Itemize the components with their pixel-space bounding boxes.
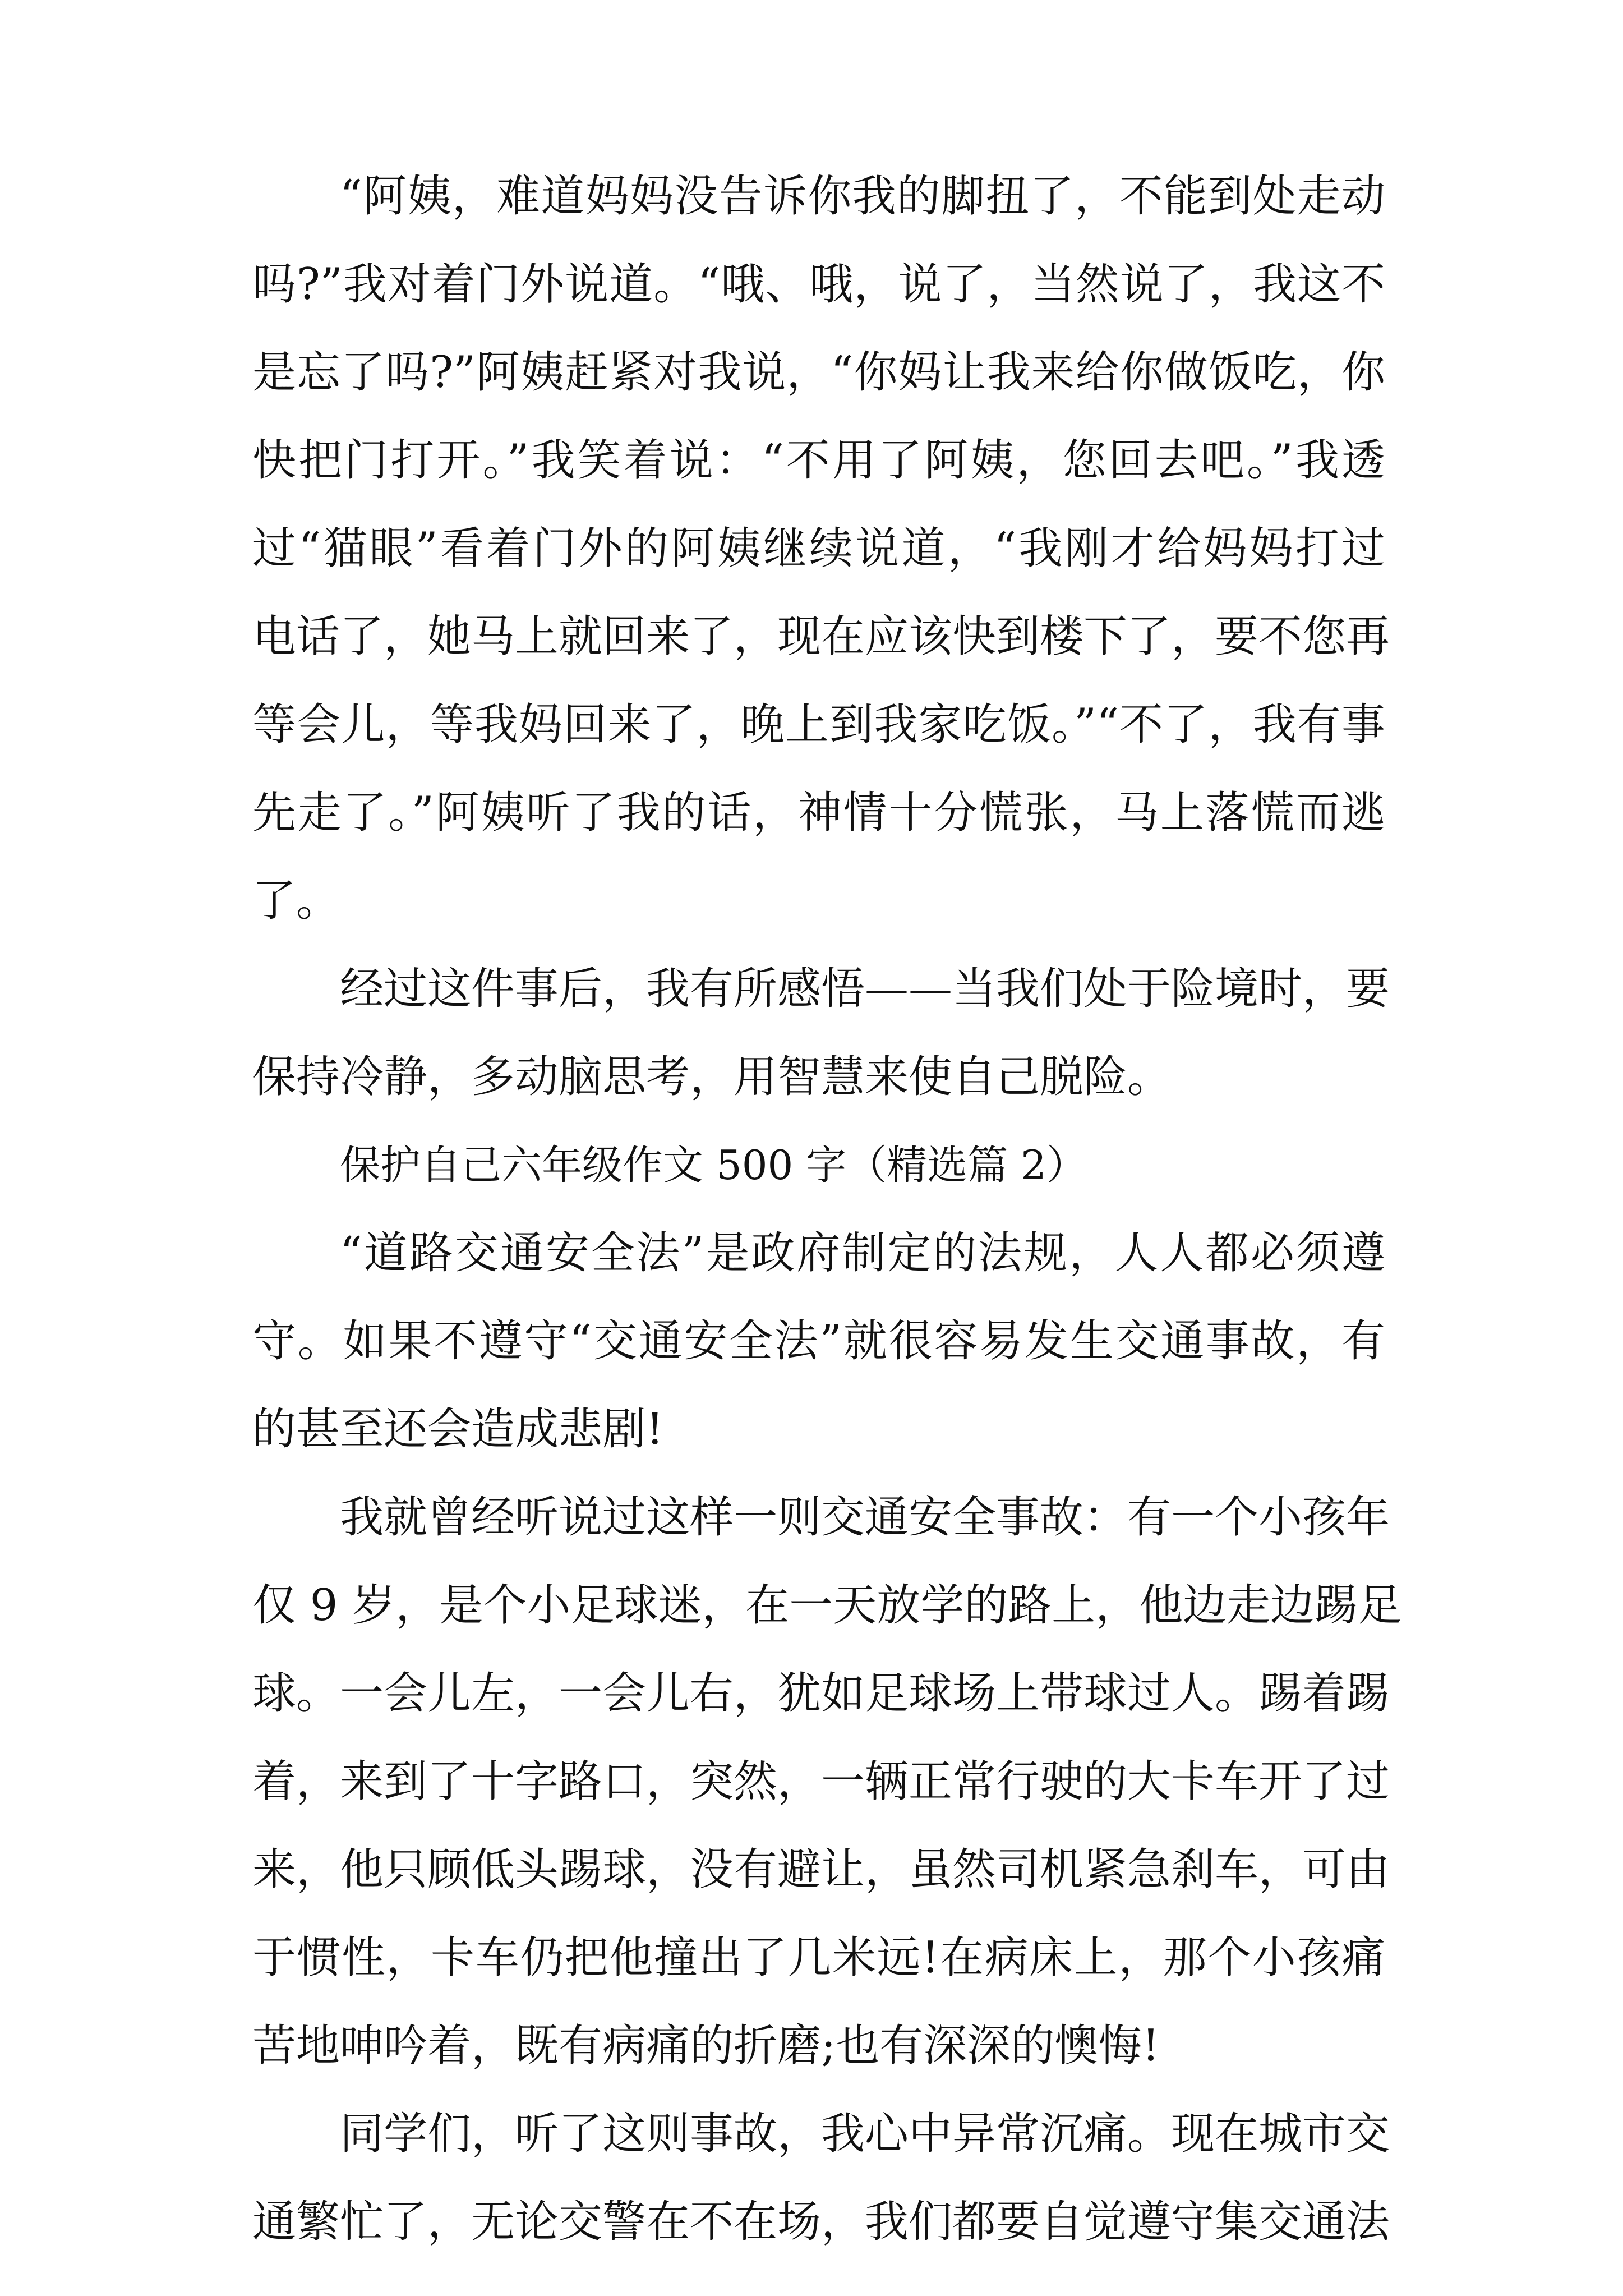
paragraph-line: 是忘了吗?”阿姨赶紧对我说，“你妈让我来给你做饭吃，你 — [252, 347, 1385, 398]
paragraph-line: 了。 — [252, 876, 340, 926]
paragraph-line: 于惯性，卡车仍把他撞出了几米远!在病床上，那个小孩痛 — [252, 1932, 1385, 1983]
paragraph-line: 苦地呻吟着，既有病痛的折磨;也有深深的懊悔! — [252, 2021, 1160, 2071]
paragraph-line: 通繁忙了，无论交警在不在场，我们都要自觉遵守集交通法 — [252, 2197, 1390, 2247]
section-heading: 保护自己六年级作文 500 字（精选篇 2） — [340, 1142, 1087, 1189]
paragraph-line: 保持冷静，多动脑思考，用智慧来使自己脱险。 — [252, 1052, 1172, 1102]
paragraph-line: 电话了，她马上就回来了，现在应该快到楼下了，要不您再 — [252, 611, 1390, 662]
paragraph-line: 吗?”我对着门外说道。“哦、哦，说了，当然说了，我这不 — [252, 259, 1385, 310]
paragraph-line: 经过这件事后，我有所感悟——当我们处于险境时，要 — [340, 964, 1390, 1014]
paragraph-line: “道路交通安全法”是政府制定的法规，人人都必须遵 — [340, 1228, 1385, 1278]
paragraph-line: 我就曾经听说过这样一则交通安全事故：有一个小孩年 — [340, 1492, 1390, 1543]
paragraph-line: 快把门打开。”我笑着说：“不用了阿姨，您回去吧。”我透 — [252, 435, 1385, 486]
paragraph-line: 球。一会儿左，一会儿右，犹如足球场上带球过人。踢着踢 — [252, 1668, 1390, 1719]
paragraph-line: 同学们，听了这则事故，我心中异常沉痛。现在城市交 — [340, 2109, 1390, 2159]
paragraph-line: 的甚至还会造成悲剧! — [252, 1404, 664, 1455]
paragraph-line: 仅 9 岁，是个小足球迷，在一天放学的路上，他边走边踢足 — [252, 1580, 1402, 1631]
paragraph-line: 过“猫眼”看着门外的阿姨继续说道，“我刚才给妈妈打过 — [252, 523, 1385, 574]
paragraph-line: 先走了。”阿姨听了我的话，神情十分慌张，马上落慌而逃 — [252, 788, 1385, 838]
paragraph-line: 来，他只顾低头踢球，没有避让，虽然司机紧急刹车，可由 — [252, 1844, 1390, 1895]
paragraph-line: “阿姨，难道妈妈没告诉你我的脚扭了，不能到处走动 — [340, 171, 1385, 222]
paragraph-line: 等会儿，等我妈回来了，晚上到我家吃饭。”“不了，我有事 — [252, 700, 1385, 750]
paragraph-line: 着，来到了十字路口，突然，一辆正常行驶的大卡车开了过 — [252, 1756, 1390, 1807]
paragraph-line: 守。如果不遵守“交通安全法”就很容易发生交通事故，有 — [252, 1316, 1385, 1366]
